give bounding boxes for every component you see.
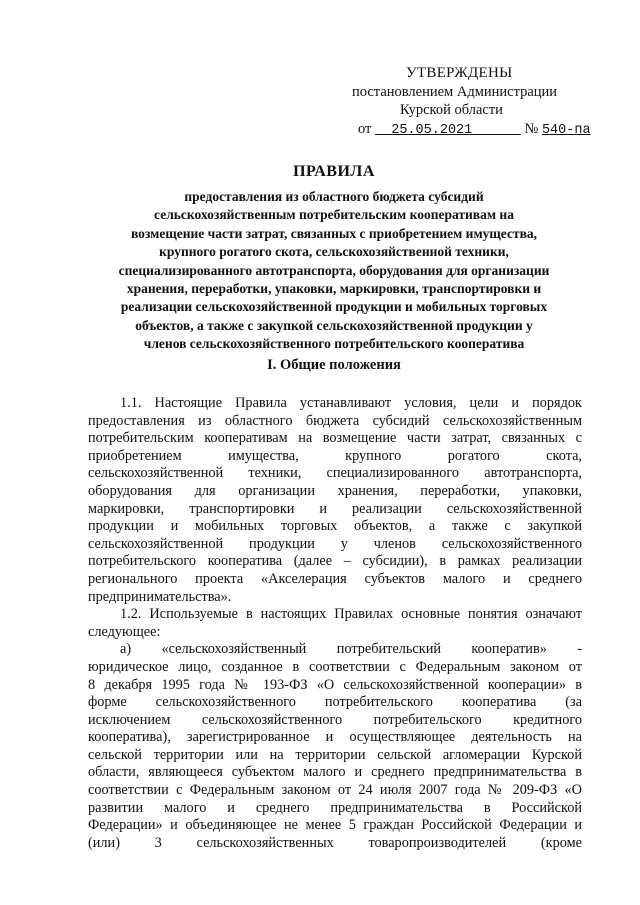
title-line: специализированного автотранспорта, оборудования для организации [118, 262, 550, 278]
title-line: предоставления из областного бюджета субсидий [184, 189, 484, 204]
paragraph-line: соответствии с Федеральным законом от 24 июля 2007 года № 209-ФЗ «О [88, 782, 582, 799]
paragraph-line: (или) 3 сельскохозяйственных товаропроизводителей (кроме [88, 834, 582, 851]
paragraph-line: приобретением имущества, крупного рогатого скота, [88, 447, 582, 464]
paragraph-line: потребительского кооператива (далее – субсидии), в рамках реализации [88, 553, 582, 570]
paragraph-line: потребительским кооперативам на возмещение части затрат, связанных с [88, 430, 582, 447]
approval-heading: УТВЕРЖДЕНЫ [406, 65, 513, 81]
paragraph-line: 1.1. Настоящие Правила устанавливают условия, цели и порядок [120, 395, 582, 411]
section-heading: I. Общие положения [267, 357, 401, 373]
approval-line-2: Курской области [400, 102, 503, 118]
title-line: крупного рогатого скота, сельскохозяйственной техники, [159, 244, 509, 260]
paragraph-line: юридическое лицо, созданное в соответствии с Федеральным законом от [88, 658, 582, 675]
approval-date: 25.05.2021 [391, 123, 473, 138]
paragraph-line: следующее: [88, 623, 161, 640]
paragraph-line: предпринимательства». [88, 588, 232, 605]
paragraph-line: развитии малого и среднего предпринимательства в Российской [88, 799, 582, 816]
paragraph-line: сельской территории или на территории сельской агломерации Курской [88, 746, 582, 763]
title-line: объектов, а также с закупкой сельскохозяйственной продукции у [135, 317, 533, 333]
paragraph-line: форме сельскохозяйственного потребительского кооператива (за [88, 694, 582, 711]
paragraph-line: сельскохозяйственной техники, специализированного автотранспорта, [88, 465, 582, 482]
paragraph-line: исключением сельскохозяйственного потребительского кредитного [88, 711, 582, 728]
paragraph-line: продукции и мобильных торговых объектов, а также с закупкой [88, 518, 582, 535]
title-subtitle [84, 188, 584, 354]
date-prefix: от [358, 121, 372, 137]
paragraph-line: регионального проекта «Акселерация субъектов малого и среднего [88, 570, 582, 587]
paragraph-line: Федерации» и объединяющее не менее 5 граждан Российской Федерации и [88, 817, 582, 834]
title-main: ПРАВИЛА [293, 163, 375, 180]
paragraph-line: сельскохозяйственной продукции у членов сельскохозяйственного [88, 535, 582, 552]
paragraph-line: а) «сельскохозяйственный потребительский кооператив» - [120, 641, 582, 658]
body-text [88, 395, 582, 852]
paragraph-line: 1.2. Используемые в настоящих Правилах основные понятия означают [120, 606, 582, 623]
number-prefix: № [524, 121, 539, 137]
title-line: возмещение части затрат, связанных с приобретением имущества, [130, 225, 537, 241]
paragraph-line: оборудования для организации хранения, переработки, упаковки, [88, 482, 582, 499]
paragraph-line: предоставления из областного бюджета субсидий сельскохозяйственным [88, 412, 582, 429]
title-line: реализации сельскохозяйственной продукции и мобильных торговых [120, 299, 548, 315]
paragraph-line: области, являющееся субъектом малого и среднего предпринимательства в [88, 764, 582, 781]
approval-date-line [358, 120, 591, 140]
approval-line-1: постановлением Администрации [352, 84, 558, 100]
approval-number: 540-па [541, 123, 591, 138]
paragraph-line: кооператива), зарегистрированное и осуществляющее деятельность на [88, 729, 582, 746]
paragraph-line: маркировки, транспортировки и реализации сельскохозяйственной [88, 500, 582, 517]
title-line: сельскохозяйственным потребительским кооперативам на [154, 207, 514, 223]
title-line: хранения, переработки, упаковки, маркировки, транспортировки и [126, 281, 542, 297]
title-line: членов сельскохозяйственного потребительского кооператива [143, 336, 525, 352]
document-title [84, 163, 584, 354]
paragraph-line: 8 декабря 1995 года № 193-ФЗ «О сельскохозяйственной кооперации» в [88, 676, 582, 693]
